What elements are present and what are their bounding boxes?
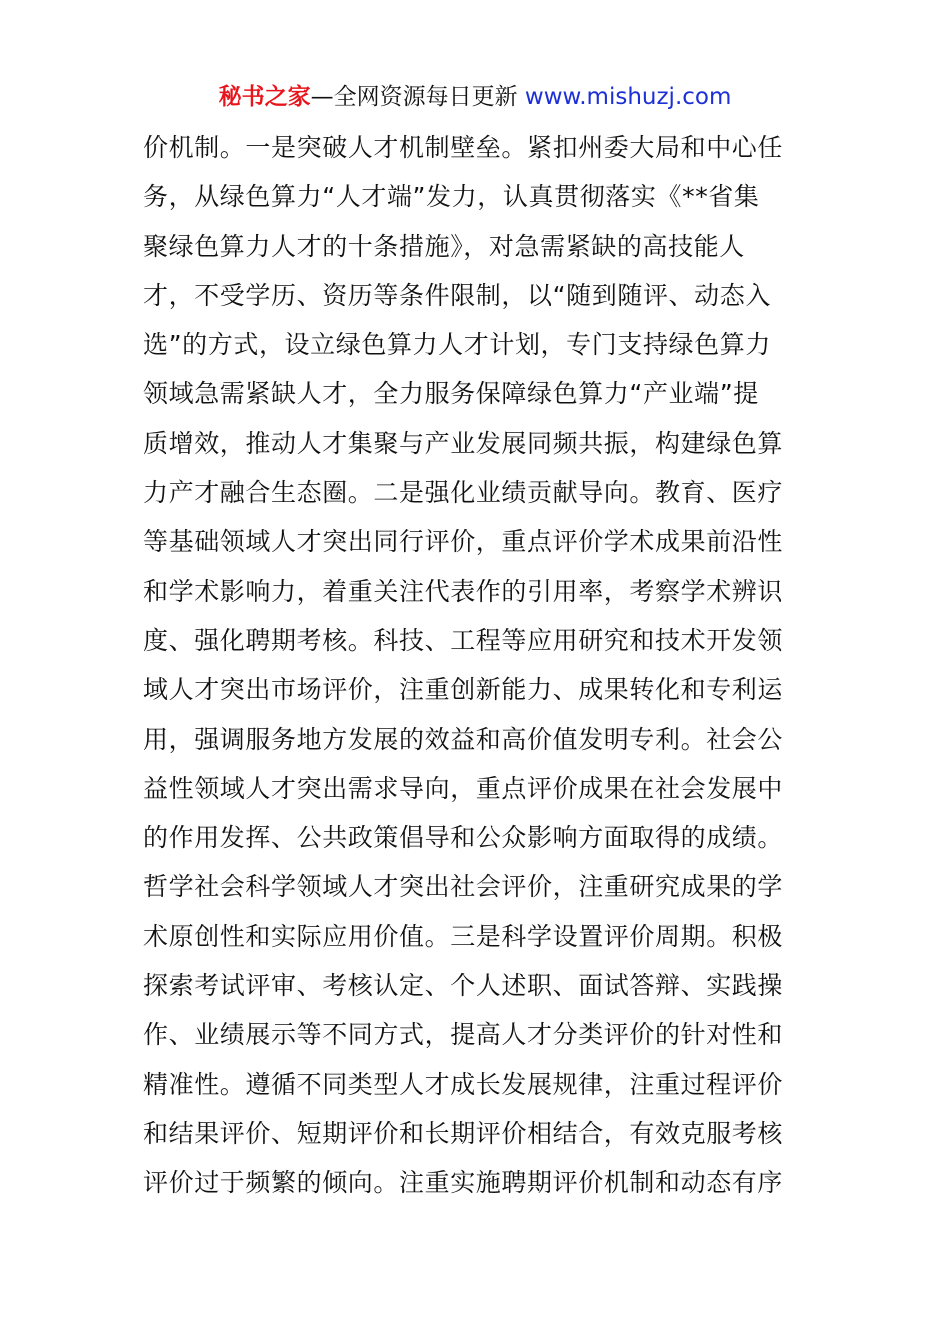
site-url-link[interactable]: www.mishuzj.com [524, 84, 732, 110]
document-body [143, 123, 823, 1208]
text-line: 益性领域人才突出需求导向，重点评价成果在社会发展中 [143, 773, 784, 803]
site-tagline: —全网资源每日更新 [310, 84, 525, 110]
text-line: 的作用发挥、公共政策倡导和公众影响方面取得的成绩。 [143, 823, 784, 853]
text-line: 领域急需紧缺人才，全力服务保障绿色算力“产业端”提 [143, 379, 759, 409]
text-line: 度、强化聘期考核。科技、工程等应用研究和技术开发领 [143, 625, 784, 655]
text-line: 探索考试评审、考核认定、个人述职、面试答辩、实践操 [143, 971, 784, 1001]
text-line: 选”的方式，设立绿色算力人才计划，专门支持绿色算力 [143, 330, 771, 360]
text-line: 力产才融合生态圈。二是强化业绩贡献导向。教育、医疗 [143, 478, 784, 508]
text-line: 哲学社会科学领域人才突出社会评价，注重研究成果的学 [143, 872, 784, 902]
text-line: 质增效，推动人才集聚与产业发展同频共振，构建绿色算 [143, 428, 784, 458]
text-line: 用，强调服务地方发展的效益和高价值发明专利。社会公 [143, 724, 784, 754]
text-line: 聚绿色算力人才的十条措施》，对急需紧缺的高技能人 [143, 231, 745, 261]
text-line: 价机制。一是突破人才机制壁垒。紧扣州委大局和中心任 [143, 133, 784, 162]
text-line: 作、业绩展示等不同方式，提高人才分类评价的针对性和 [143, 1020, 784, 1050]
text-line: 术原创性和实际应用价值。三是科学设置评价周期。积极 [143, 921, 784, 951]
text-line: 和学术影响力，着重关注代表作的引用率，考察学术辨识 [143, 576, 784, 606]
text-line: 精准性。遵循不同类型人才成长发展规律，注重过程评价 [143, 1069, 784, 1099]
text-line: 评价过于频繁的倾向。注重实施聘期评价机制和动态有序 [143, 1168, 784, 1198]
text-line: 等基础领域人才突出同行评价，重点评价学术成果前沿性 [143, 527, 784, 557]
text-line: 和结果评价、短期评价和长期评价相结合，有效克服考核 [143, 1118, 784, 1148]
site-brand: 秘书之家 [218, 84, 311, 110]
text-line: 才，不受学历、资历等条件限制，以“随到随评、动态入 [143, 280, 771, 310]
text-line: 务，从绿色算力“人才端”发力，认真贯彻落实《**省集 [143, 182, 760, 212]
site-header [0, 80, 950, 114]
text-line: 域人才突出市场评价，注重创新能力、成果转化和专利运 [143, 675, 784, 705]
